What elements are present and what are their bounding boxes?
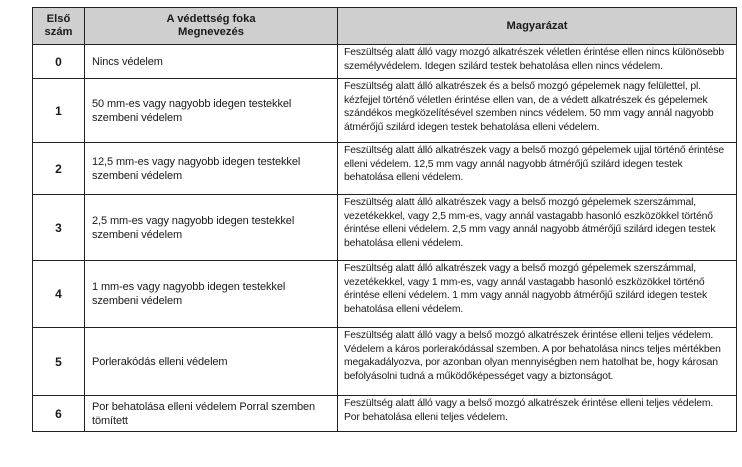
table-row	[33, 328, 737, 396]
row-explanation: Feszültség alatt álló alkatrészek és a belső mozgó gépelemek nagy felülettel, pl. kézfejjel történő véletlen érintése ellen van, de a védett alkatrészek és gépelemek szándékos megközelítésével szemben nincs védelem. 50 mm vagy annál nagyobb átmérőjű szilárd idegen testek behatolása elleni védelem.	[338, 79, 737, 143]
row-number: 5	[33, 328, 85, 396]
header-first-digit-line1: Első	[46, 13, 71, 25]
row-number: 6	[33, 396, 85, 432]
row-number: 4	[33, 261, 85, 328]
row-explanation: Feszültség alatt álló alkatrészek vagy a belső mozgó gépelemek ujjal történő érintése elleni védelem. 12,5 mm vagy annál nagyobb átmérőjű szilárd idegen testek behatolása elleni védelem.	[338, 143, 737, 195]
row-designation: 2,5 mm-es vagy nagyobb idegen testekkel szembeni védelem	[85, 195, 338, 261]
table-row	[33, 45, 737, 79]
table-row	[33, 143, 737, 195]
table-row	[33, 195, 737, 261]
row-number: 1	[33, 79, 85, 143]
header-first-digit	[33, 8, 85, 45]
table-row	[33, 261, 737, 328]
header-row	[33, 8, 737, 45]
header-explanation: Magyarázat	[338, 8, 737, 45]
header-first-digit-line2: szám	[44, 26, 73, 38]
header-protection-degree	[85, 8, 338, 45]
row-designation: Nincs védelem	[85, 45, 338, 79]
row-designation: 50 mm-es vagy nagyobb idegen testekkel szembeni védelem	[85, 79, 338, 143]
row-explanation: Feszültség alatt álló vagy a belső mozgó alkatrészek érintése elleni teljes védelem. Por behatolása elleni teljes védelem.	[338, 396, 737, 432]
row-explanation: Feszültség alatt álló alkatrészek vagy a belső mozgó gépelemek szerszámmal, vezetékekkel, vagy 1 mm-es, vagy annál vastagabb hasonló eszközökkel történő érintése elleni védelem. 1 mm vagy annál nagyobb átmérőjű szilárd idegen testek behatolása elleni védelem.	[338, 261, 737, 328]
ip-protection-table-container	[32, 7, 736, 432]
row-number: 3	[33, 195, 85, 261]
header-protection-degree-line1: A védettség foka	[166, 13, 256, 25]
ip-protection-table	[32, 7, 737, 432]
row-explanation: Feszültség alatt álló vagy a belső mozgó alkatrészek érintése elleni teljes védelem. Védelem a káros porlerakódással szemben. A por behatolása nincs teljes mértékben megakadályozva, por azonban olyan mennyiségben nem hatolhat be, hogy károsan befolyásolni tudná a működőképességet vagy a biztonságot.	[338, 328, 737, 396]
row-number: 0	[33, 45, 85, 79]
header-protection-degree-line2: Megnevezés	[178, 26, 244, 38]
row-number: 2	[33, 143, 85, 195]
table-row	[33, 396, 737, 432]
row-explanation: Feszültség alatt álló vagy mozgó alkatrészek véletlen érintése ellen nincs különösebb személyvédelem. Idegen szilárd testek behatolása ellen nincs védelem.	[338, 45, 737, 79]
row-designation: Porlerakódás elleni védelem	[85, 328, 338, 396]
row-designation: 1 mm-es vagy nagyobb idegen testekkel szembeni védelem	[85, 261, 338, 328]
table-row	[33, 79, 737, 143]
row-designation: Por behatolása elleni védelem Porral szemben tömített	[85, 396, 338, 432]
row-explanation: Feszültség alatt álló alkatrészek vagy a belső mozgó gépelemek szerszámmal, vezetékekkel, vagy 2,5 mm-es, vagy annál vastagabb hasonló eszközökkel történő érintése elleni védelem. 2,5 mm vagy annál nagyobb átmérőjű szilárd idegen testek behatolása elleni védelem.	[338, 195, 737, 261]
row-designation: 12,5 mm-es vagy nagyobb idegen testekkel szembeni védelem	[85, 143, 338, 195]
